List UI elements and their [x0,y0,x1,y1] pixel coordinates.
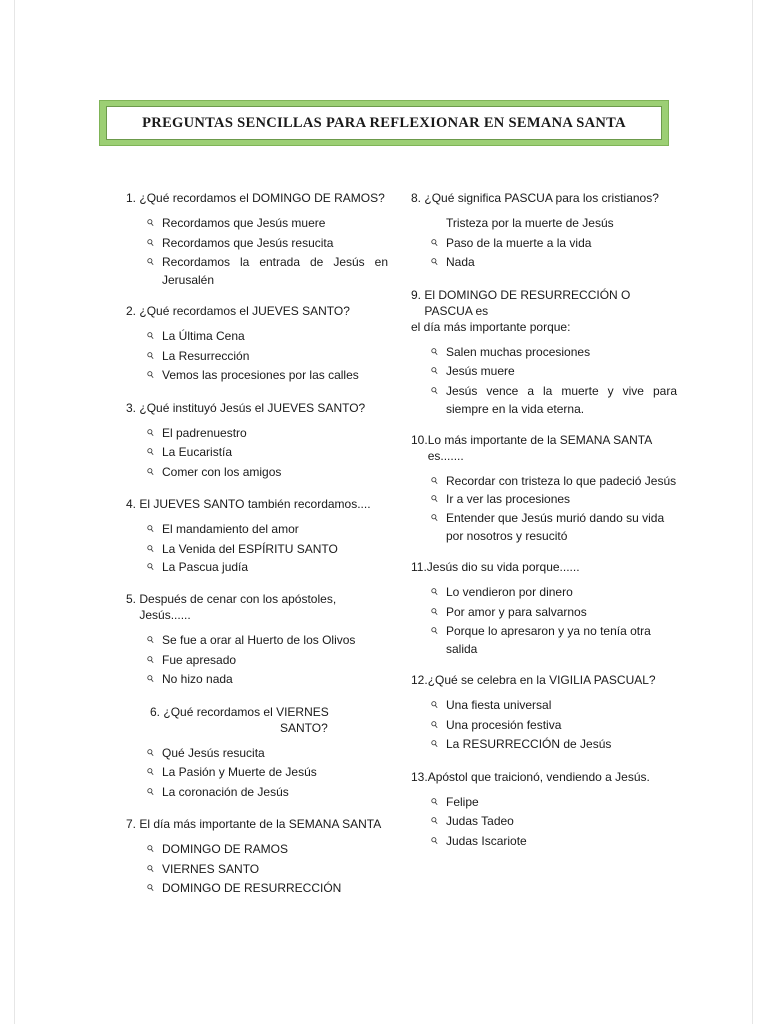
search-icon: ⚲ [144,672,157,685]
option-item: ⚲ Se fue a orar al Huerto de los Olivos [146,631,388,651]
search-icon: ⚲ [428,492,441,504]
question-10 [411,432,677,464]
option-item: ⚲ La coronación de Jesús [146,783,388,803]
option-list [430,583,677,658]
page-title: PREGUNTAS SENCILLAS PARA REFLEXIONAR EN SEMANA SANTA [142,114,626,131]
question-number: 13. [411,769,428,784]
search-icon: ⚲ [144,633,157,646]
search-icon: ⚲ [144,842,157,855]
question-text: ¿Qué recordamos el VIERNES [163,704,329,719]
option-item: ⚲ La Pasión y Muerte de Jesús [146,763,388,783]
question-text-cont: SANTO? [280,720,328,735]
question-13 [411,769,677,785]
option-list [146,214,388,289]
search-icon: ⚲ [428,364,441,377]
question-1 [126,190,388,206]
option-item: ⚲ Entender que Jesús murió dando su vida por nosotros y resucitó [430,509,677,545]
question-text: ¿Qué significa PASCUA para los cristianos? [424,191,659,205]
search-icon: ⚲ [144,542,157,554]
option-item: ⚲ Recordamos que Jesús resucita [146,234,388,254]
option-item: ⚲ Lo vendieron por dinero [430,583,677,603]
search-icon: ⚲ [428,795,441,807]
option-item: ⚲ DOMINGO DE RESURRECCIÓN [146,879,388,899]
option-item: ⚲ La Pascua judía [146,558,388,578]
search-icon: ⚲ [144,560,157,572]
option-item: ⚲ Recordamos que Jesús muere [146,214,388,234]
search-icon: ⚲ [144,653,157,665]
search-icon: ⚲ [144,445,157,458]
question-number: 1. [126,191,137,205]
option-list [146,327,388,386]
question-block-6 [126,704,388,803]
left-column [126,190,388,913]
question-4 [126,496,388,512]
search-icon: ⚲ [144,426,157,438]
question-8 [411,190,677,206]
question-text: Después de cenar con los apóstoles, Jesús...... [139,592,337,622]
option-item: ⚲ Una procesión festiva [430,716,677,736]
question-11 [411,559,677,575]
question-text: ¿Qué se celebra en la VIGILIA PASCUAL? [427,673,656,687]
search-icon: ⚲ [428,255,441,268]
search-icon: ⚲ [144,349,157,361]
search-icon: ⚲ [428,834,441,846]
question-9 [411,287,677,319]
search-icon: ⚲ [144,785,157,797]
option-item: ⚲ La Resurrección [146,347,388,367]
search-icon: ⚲ [144,765,157,778]
search-icon: ⚲ [144,862,157,874]
option-item: ⚲ La Eucaristía [146,443,388,463]
question-block-1 [126,190,388,289]
search-icon: ⚲ [144,465,157,477]
question-number: 11. [411,560,427,574]
option-item: ⚲ Judas Tadeo [430,812,677,832]
question-6 [126,704,388,736]
option-item: ⚲ Qué Jesús resucita [146,744,388,764]
question-number: 10. [411,432,428,447]
search-icon: ⚲ [428,585,441,598]
question-block-9 [411,287,677,418]
search-icon: ⚲ [144,216,157,229]
question-5 [126,591,388,623]
question-text: Apóstol que traicionó, vendiendo a Jesús. [427,769,650,784]
question-number: 9. [411,287,422,302]
option-item: ⚲ VIERNES SANTO [146,860,388,880]
question-number: 2. [126,304,137,318]
question-7 [126,816,388,832]
question-text: El DOMINGO DE RESURRECCIÓN O PASCUA es [424,287,631,318]
page-edge-right [752,0,753,1024]
right-column [411,190,677,865]
question-block-7 [126,816,388,899]
option-item: ⚲ Por amor y para salvarnos [430,603,677,623]
question-3 [126,400,388,416]
question-block-13 [411,769,677,852]
question-block-3 [126,400,388,483]
question-2 [126,303,388,319]
question-block-12 [411,672,677,755]
question-12 [411,672,677,688]
question-block-2 [126,303,388,386]
option-list [430,696,677,755]
question-number: 4. [126,497,137,511]
option-item: ⚲ Salen muchas procesiones [430,343,677,363]
search-icon: ⚲ [144,236,157,248]
search-icon: ⚲ [144,255,157,268]
question-number: 8. [411,191,422,205]
question-text: Jesús dio su vida porque...... [426,560,580,574]
question-text: ¿Qué instituyó Jesús el JUEVES SANTO? [139,400,366,415]
question-block-4 [126,496,388,577]
option-item: ⚲ La Venida del ESPÍRITU SANTO [146,540,388,558]
search-icon: ⚲ [428,384,441,396]
question-text-cont: el día más importante porque: [411,319,571,334]
option-item: ⚲ El mandamiento del amor [146,520,388,540]
option-item: ⚲ Felipe [430,793,677,813]
option-item: ⚲ El padrenuestro [146,424,388,444]
search-icon: ⚲ [428,474,441,486]
question-text: Lo más importante de la SEMANA SANTA es....... [427,432,652,463]
search-icon: ⚲ [428,718,441,730]
option-list [430,343,677,418]
search-icon: ⚲ [428,605,441,617]
question-text: El día más importante de la SEMANA SANTA [139,817,382,831]
search-icon: ⚲ [428,737,441,750]
title-frame [99,100,669,146]
search-icon: ⚲ [144,522,157,535]
title-box [106,106,662,140]
option-item: ⚲ Recordar con tristeza lo que padeció Jesús [430,472,677,490]
search-icon: ⚲ [144,746,157,758]
option-list [430,793,677,852]
question-9-cont [411,319,677,335]
question-number: 7. [126,817,137,831]
option-item: ⚲ Nada [430,253,677,273]
search-icon: ⚲ [428,814,441,827]
question-number: 6. [150,704,161,719]
search-icon: ⚲ [428,511,441,524]
option-list [146,424,388,483]
option-item: ⚲ Jesús muere [430,362,677,382]
option-item: ⚲ Judas Iscariote [430,832,677,852]
option-item: ⚲ No hizo nada [146,670,388,690]
option-item: ⚲ DOMINGO DE RAMOS [146,840,388,860]
search-icon: ⚲ [428,624,441,637]
search-icon: ⚲ [428,345,441,357]
option-item: ⚲ Recordamos la entrada de Jesús en Jerusalén [146,253,388,289]
option-item: ⚲ Paso de la muerte a la vida [430,234,677,254]
option-item: ⚲ La RESURRECCIÓN de Jesús [430,735,677,755]
question-block-11 [411,559,677,658]
page-edge-left [14,0,15,1024]
option-item: Tristeza por la muerte de Jesús [446,216,614,230]
option-list [146,631,388,690]
option-list [430,472,677,546]
question-text: ¿Qué recordamos el DOMINGO DE RAMOS? [139,191,385,205]
question-block-10 [411,432,677,546]
question-number: 12. [411,673,428,687]
question-text: ¿Qué recordamos el JUEVES SANTO? [139,304,350,318]
option-list [146,840,388,899]
search-icon: ⚲ [144,881,157,894]
question-block-5 [126,591,388,690]
option-item: ⚲ Porque lo apresaron y ya no tenía otra salida [430,622,677,658]
option-item: ⚲ Jesús vence a la muerte y vive para siempre en la vida eterna. [430,382,677,418]
option-item: ⚲ Vemos las procesiones por las calles [146,366,388,386]
question-block-8 [411,190,677,273]
option-list [146,520,388,577]
search-icon: ⚲ [428,698,441,711]
option-item: ⚲ La Última Cena [146,327,388,347]
option-item: ⚲ Una fiesta universal [430,696,677,716]
option-list [146,744,388,803]
option-list [430,214,677,273]
search-icon: ⚲ [428,236,441,248]
search-icon: ⚲ [144,329,157,342]
option-item: ⚲ Comer con los amigos [146,463,388,483]
question-number: 3. [126,400,137,415]
question-number: 5. [126,592,137,606]
question-text: El JUEVES SANTO también recordamos.... [139,497,371,511]
option-item: ⚲ Fue apresado [146,651,388,671]
option-item: ⚲ Ir a ver las procesiones [430,490,677,510]
search-icon: ⚲ [144,368,157,381]
